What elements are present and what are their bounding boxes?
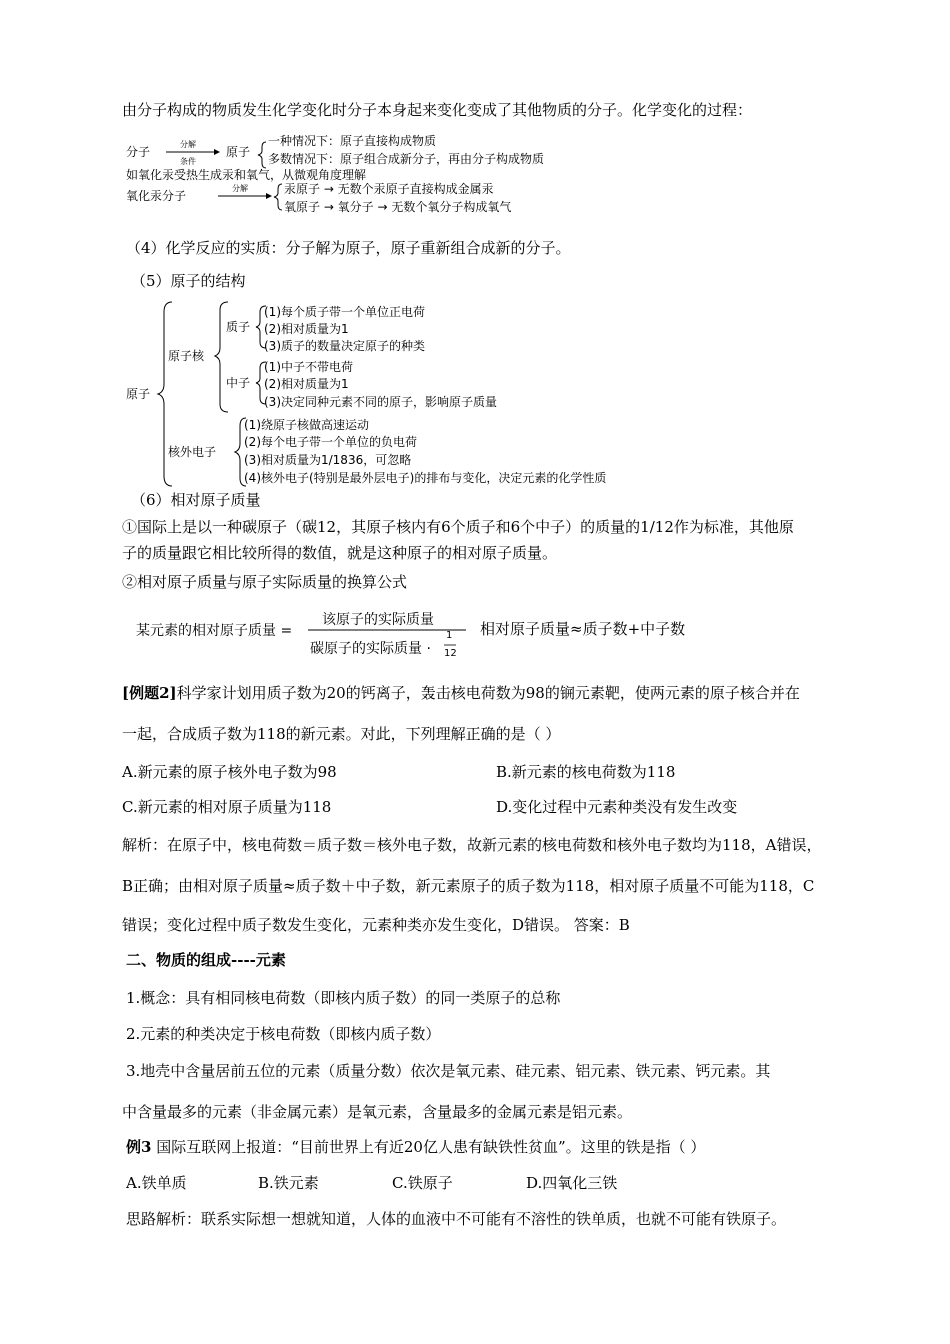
example-3-question: 国际互联网上报道：“目前世界上有近20亿人患有缺铁性贫血”。这里的铁是指（ ）	[151, 1138, 706, 1156]
electron-label: 核外电子	[168, 445, 217, 459]
hg-branch-text: 汞原子 → 无数个汞原子直接构成金属汞	[284, 182, 494, 196]
section-2-title: 二、物质的组成----元素	[126, 951, 286, 969]
example-2-option-b: B.新元素的核电荷数为118	[496, 763, 676, 781]
nucleus-label: 原子核	[168, 349, 205, 363]
atom-root-label: 原子	[126, 387, 151, 401]
electron-prop-2: (2)每个电子带一个单位的负电荷	[244, 435, 417, 449]
example-3-option-b: B.铁元素	[258, 1174, 319, 1192]
section-2-point-3-line-1: 3.地壳中含量居前五位的元素（质量分数）依次是氧元素、硅元素、铝元素、铁元素、钙元素。其	[126, 1062, 771, 1080]
example-title: 如氧化汞受热生成汞和氧气，从微观角度理解	[126, 168, 367, 182]
example-3-option-c: C.铁原子	[392, 1174, 453, 1192]
example-3-label: 例3	[126, 1138, 152, 1156]
formula-fraction-numerator: 1	[446, 630, 453, 641]
arrow-top-label: 分解	[180, 140, 196, 149]
example-2-option-d: D.变化过程中元素种类没有发生改变	[496, 798, 738, 816]
arrow-bottom-label: 条件	[180, 157, 196, 166]
case1-text: 一种情况下：原子直接构成物质	[268, 134, 437, 148]
intro-text: 由分子构成的物质发生化学变化时分子本身起来变化变成了其他物质的分子。化学变化的过程：	[122, 101, 753, 119]
formula-denominator: 碳原子的实际质量 ·	[310, 641, 431, 657]
case2-text: 多数情况下：原子组合成新分子，再由分子构成物质	[268, 152, 545, 166]
proton-label: 质子	[226, 320, 251, 334]
definition-2: ②相对原子质量与原子实际质量的换算公式	[122, 573, 408, 591]
item-5: （5）原子的结构	[131, 272, 246, 290]
example-2-analysis-1: 解析：在原子中，核电荷数＝质子数＝核外电子数，故新元素的核电荷数和核外电子数均为118，A错误，	[122, 836, 822, 854]
proton-prop-1: (1)每个质子带一个单位正电荷	[264, 305, 425, 319]
definition-1-line-1: ①国际上是以一种碳原子（碳12，其原子核内有6个质子和6个中子）的质量的1/12作为标准，其他原	[122, 518, 794, 536]
o-branch-text: 氧原子 → 氧分子 → 无数个氧分子构成氧气	[284, 200, 512, 214]
electron-prop-1: (1)绕原子核做高速运动	[244, 418, 369, 432]
section-2-point-2: 2.元素的种类决定于核电荷数（即核内质子数）	[126, 1025, 441, 1043]
neutron-prop-2: (2)相对质量为1	[264, 377, 349, 391]
example-2-analysis-2: B正确；由相对原子质量≈质子数＋中子数，新元素原子的质子数为118，相对原子质量不可能为118，C	[122, 877, 815, 895]
molecule-label: 分子	[126, 145, 151, 159]
example-2-option-a: A.新元素的原子核外电子数为98	[122, 763, 337, 781]
neutron-label: 中子	[226, 376, 251, 390]
item-4: （4）化学反应的实质：分子解为原子，原子重新组合成新的分子。	[126, 239, 571, 257]
formula-numerator: 该原子的实际质量	[322, 612, 434, 628]
example-2-analysis-3: 错误；变化过程中质子数发生变化，元素种类亦发生变化，D错误。 答案：B	[122, 916, 630, 934]
neutron-prop-1: (1)中子不带电荷	[264, 360, 353, 374]
proton-prop-2: (2)相对质量为1	[264, 322, 349, 336]
formula-lhs: 某元素的相对原子质量 =	[136, 623, 293, 639]
electron-prop-4: (4)核外电子(特别是最外层电子)的排布与变化，决定元素的化学性质	[244, 471, 607, 485]
example-2-label: [例题2]	[122, 684, 177, 702]
example-3-option-a: A.铁单质	[126, 1174, 187, 1192]
arrow2-top-label: 分解	[232, 184, 248, 193]
example-3-option-d: D.四氧化三铁	[526, 1174, 618, 1192]
example-3-analysis: 思路解析：联系实际想一想就知道，人体的血液中不可能有不溶性的铁单质，也就不可能有铁原子。	[126, 1210, 787, 1228]
example-3-question-line	[126, 1137, 705, 1157]
section-2-point-1: 1.概念：具有相同核电荷数（即核内质子数）的同一类原子的总称	[126, 989, 561, 1007]
electron-prop-3: (3)相对质量为1/1836，可忽略	[244, 453, 412, 467]
example-2-line-1	[122, 683, 800, 703]
atom-label: 原子	[226, 145, 251, 159]
formula-approx: 相对原子质量≈质子数+中子数	[480, 620, 686, 638]
section-2-point-3-line-2: 中含量最多的元素（非金属元素）是氧元素，含量最多的金属元素是铝元素。	[122, 1103, 633, 1121]
hgo-molecule-label: 氧化汞分子	[126, 189, 187, 203]
item-6: （6）相对原子质量	[131, 491, 261, 509]
example-2-line-2: 一起，合成质子数为118的新元素。对此，下列理解正确的是（ ）	[122, 725, 561, 743]
example-2-option-c: C.新元素的相对原子质量为118	[122, 798, 332, 816]
example-2-text-1: 科学家计划用质子数为20的钙离子，轰击核电荷数为98的锎元素靶，使两元素的原子核合并在	[176, 684, 800, 702]
definition-1-line-2: 子的质量跟它相比较所得的数值，就是这种原子的相对原子质量。	[122, 544, 558, 562]
proton-prop-3: (3)质子的数量决定原子的种类	[264, 339, 425, 353]
formula-fraction-denominator: 12	[444, 648, 457, 659]
neutron-prop-3: (3)决定同种元素不同的原子，影响原子质量	[264, 395, 497, 409]
